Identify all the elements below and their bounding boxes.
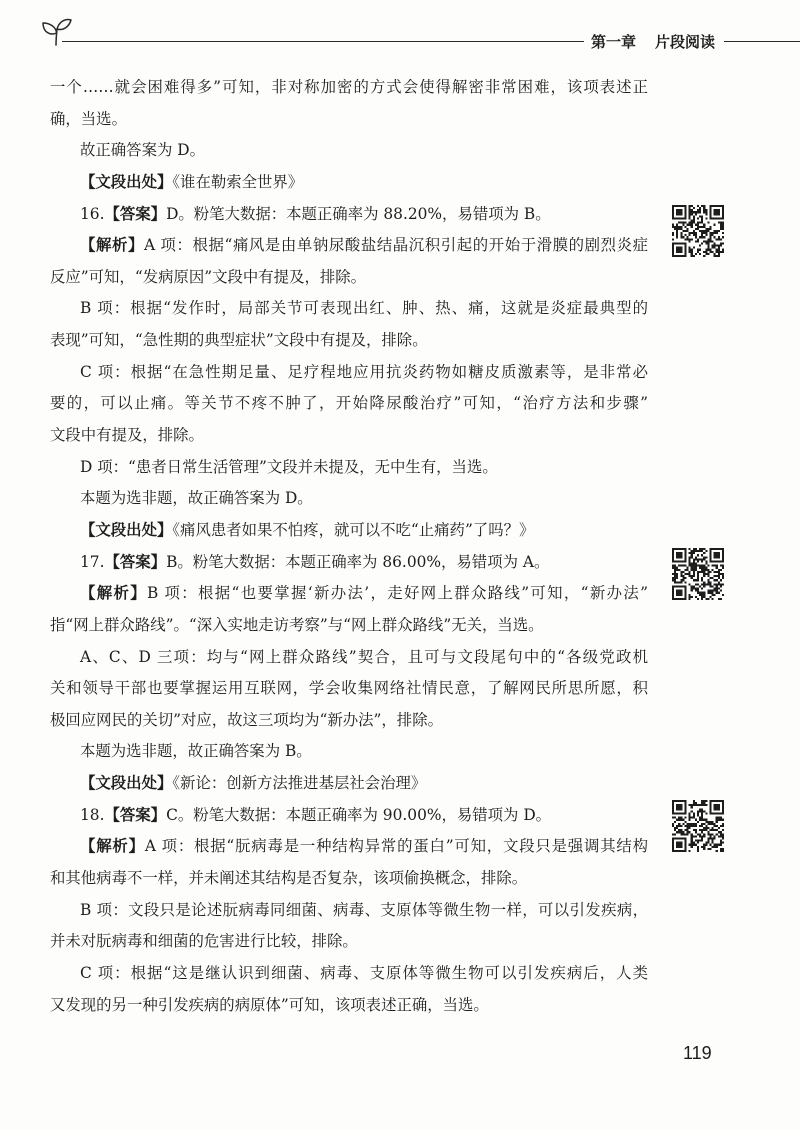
answer-text: C。粉笔大数据：本题正确率为 90.00%，易错项为 D。: [166, 805, 552, 824]
answer-line: [50, 547, 648, 579]
text-line: 和其他病毒不一样，并未阐述其结构是否复杂，该项偷换概念，排除。: [50, 869, 528, 888]
text-line: 故正确答案为 D。: [80, 141, 205, 160]
source-title: 《新论：创新方法推进基层社会治理》: [172, 774, 427, 793]
answer-line: [50, 199, 648, 231]
source-title: 《痛风患者如果不怕疼，就可以不吃“止痛药”了吗？》: [172, 520, 535, 539]
text-line: 文段中有提及，排除。: [50, 426, 204, 445]
header-rule-right: [724, 41, 800, 42]
analysis-text: A 项：根据“朊病毒是一种结构异常的蛋白”可知，文段只是强调其结构: [144, 837, 648, 856]
source-label: 【文段出处】: [80, 774, 173, 793]
text-line: D 项：“患者日常生活管理”文段并未提及，无中生有，当选。: [80, 457, 498, 476]
answer-label: 【答案】: [104, 552, 167, 571]
qr-code-icon: [672, 800, 724, 852]
text-line: B 项：根据“发作时，局部关节可表现出红、肿、热、痛，这就是炎症最典型的: [80, 299, 648, 318]
page-body: [50, 72, 648, 1021]
chapter-title: 第一章: [591, 33, 637, 51]
question-number: 16.: [80, 204, 105, 223]
qr-code-icon: [672, 548, 724, 600]
analysis-line: [50, 578, 648, 610]
source-label: 【文段出处】: [80, 172, 173, 191]
answer-label: 【答案】: [104, 204, 167, 223]
text-line: 本题为选非题，故正确答案为 B。: [80, 742, 312, 761]
text-line: 指“网上群众路线”。“深入实地走访考察”与“网上群众路线”无关，当选。: [50, 615, 544, 634]
text-line: C 项：根据“在急性期足量、足疗程地应用抗炎药物如糖皮质激素等，是非常必: [80, 362, 648, 381]
answer-label: 【答案】: [104, 805, 167, 824]
analysis-label: 【解析】: [80, 236, 144, 255]
text-line: A、C、D 三项：均与“网上群众路线”契合，且可与文段尾句中的“各级党政机: [80, 647, 648, 666]
section-title: 片段阅读: [655, 33, 716, 51]
analysis-line: [50, 230, 648, 262]
answer-text: D。粉笔大数据：本题正确率为 88.20%，易错项为 B。: [166, 204, 551, 223]
page-number: 119: [683, 1043, 712, 1063]
text-line: B 项：文段只是论述朊病毒同细菌、病毒、支原体等微生物一样，可以引发疾病，: [80, 900, 648, 919]
text-line: 反应”可知，“发病原因”文段中有提及，排除。: [50, 267, 367, 286]
qr-code-icon: [672, 205, 724, 257]
text-line: 要的，可以止痛。等关节不疼不肿了，开始降尿酸治疗”可知，“治疗方法和步骤”: [50, 394, 648, 413]
analysis-text: A 项：根据“痛风是由单钠尿酸盐结晶沉积引起的开始于滑膜的剧烈炎症: [143, 236, 648, 255]
text-line: 表现”可知，“急性期的典型症状”文段中有提及，排除。: [50, 331, 428, 350]
text-line: 并未对朊病毒和细菌的危害进行比较，排除。: [50, 932, 358, 951]
source-label: 【文段出处】: [80, 520, 173, 539]
answer-text: B。粉笔大数据：本题正确率为 86.00%，易错项为 A。: [166, 552, 550, 571]
source-title: 《谁在勒索全世界》: [172, 172, 304, 191]
text-line: 极回应网民的关切”对应，故这三项均为“新办法”，排除。: [50, 710, 443, 729]
text-line: 又发现的另一种引发疾病的病原体”可知，该项表述正确，当选。: [50, 995, 489, 1014]
text-line: 本题为选非题，故正确答案为 D。: [80, 489, 313, 508]
source-line: [50, 515, 648, 547]
text-line: 关和领导干部也要掌握运用互联网，学会收集网络社情民意，了解网民所思所愿，积: [50, 679, 648, 698]
text-line: 一个……就会困难得多”可知，非对称加密的方式会使得解密非常困难，该项表述正: [50, 78, 648, 96]
analysis-label: 【解析】: [80, 837, 145, 856]
source-line: [50, 768, 648, 800]
question-number: 18.: [80, 805, 105, 824]
analysis-line: [50, 831, 648, 863]
header-rule-left: [62, 41, 584, 42]
text-line: 确，当选。: [50, 109, 127, 128]
analysis-label: 【解析】: [80, 584, 147, 603]
source-line: [50, 167, 648, 199]
analysis-text: B 项：根据“也要掌握‘新办法’，走好网上群众路线”可知，“新办法”: [147, 584, 648, 603]
question-number: 17.: [80, 552, 105, 571]
answer-line: [50, 800, 648, 832]
text-line: C 项：根据“这是继认识到细菌、病毒、支原体等微生物可以引发疾病后，人类: [80, 963, 648, 982]
